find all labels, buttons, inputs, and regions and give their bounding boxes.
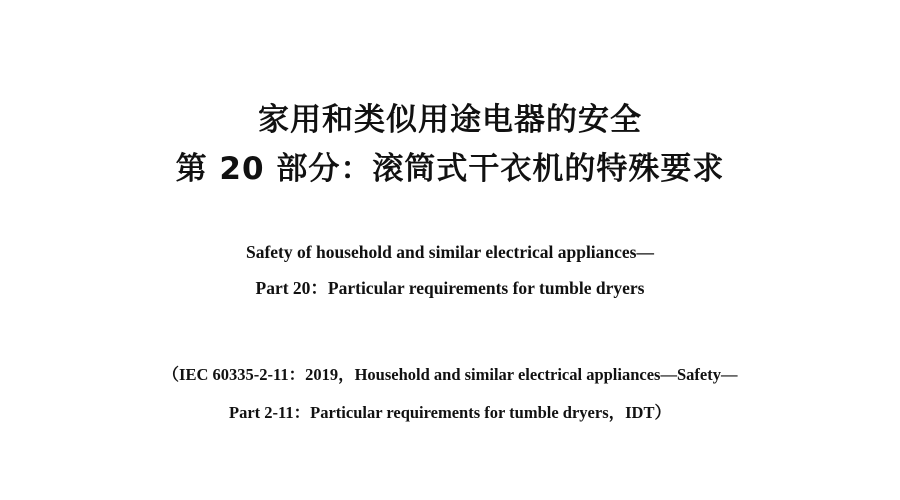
subtitle-english-line-2: Part 20：Particular requirements for tumble dryers xyxy=(255,278,645,298)
document-subtitle xyxy=(0,234,900,306)
source-reference-line-2: Part 2-11：Particular requirements for tumble dryers，IDT） xyxy=(229,403,671,422)
source-reference-line-1: （IEC 60335-2-11：2019，Household and similar electrical appliances—Safety— xyxy=(162,365,738,384)
document-source-reference xyxy=(0,356,900,432)
document-title xyxy=(0,96,900,194)
title-chinese-line-1: 家用和类似用途电器的安全 xyxy=(258,102,642,138)
subtitle-english-line-1: Safety of household and similar electrical appliances— xyxy=(245,242,654,262)
title-chinese-line-2: 第 20 部分：滚筒式干衣机的特殊要求 xyxy=(175,151,725,187)
